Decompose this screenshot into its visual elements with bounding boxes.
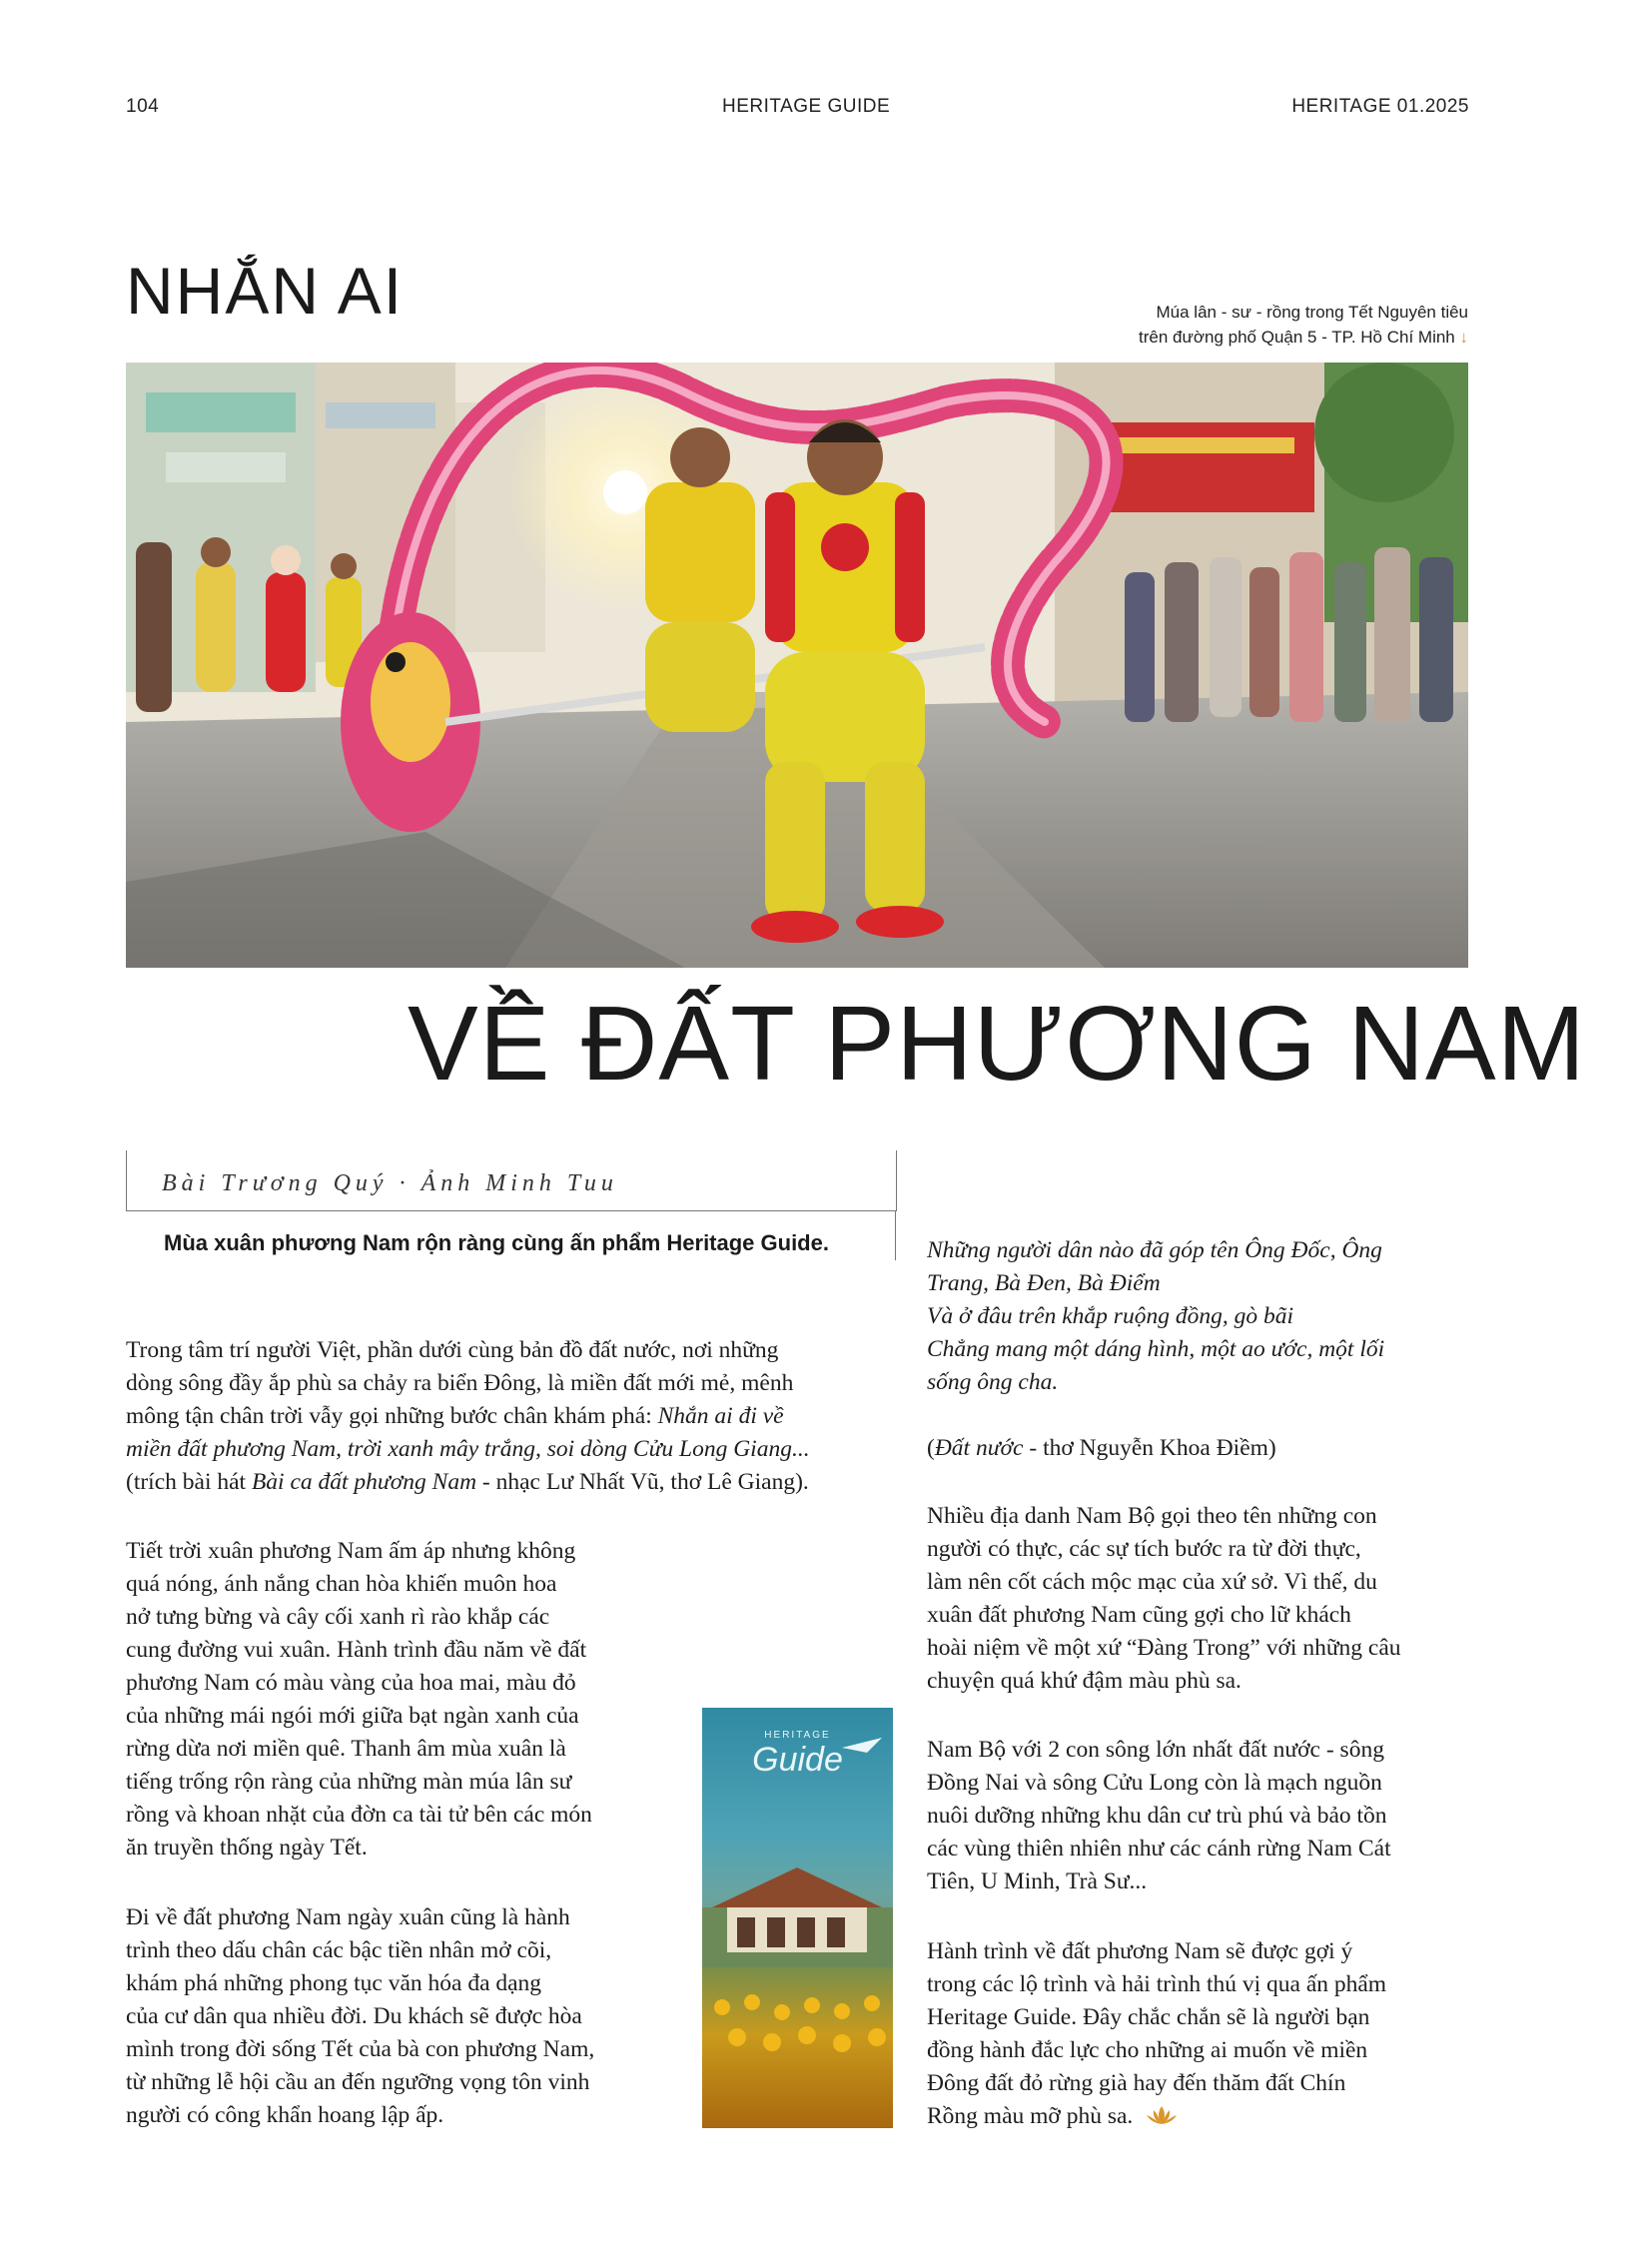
text-line: Nhiều địa danh Nam Bộ gọi theo tên những con xyxy=(927,1503,1377,1529)
text-line: Trong tâm trí người Việt, phần dưới cùng bản đồ đất nước, nơi những xyxy=(126,1337,779,1363)
text-line: của cư dân qua nhiều đời. Du khách sẽ được hòa xyxy=(126,2003,582,2029)
page-number: 104 xyxy=(126,96,160,117)
text-line: Hành trình về đất phương Nam sẽ được gợi ý xyxy=(927,1938,1353,1964)
text-line: người có công khẩn hoang lập ấp. xyxy=(126,2102,444,2128)
cover-illustration xyxy=(702,1708,893,2128)
hero-photo xyxy=(126,363,1468,968)
text-line: xuân đất phương Nam cũng gợi cho lữ khách xyxy=(927,1602,1351,1628)
text-line: cung đường vui xuân. Hành trình đầu năm về đất xyxy=(126,1637,587,1663)
text-line: ăn truyền thống ngày Tết. xyxy=(126,1835,368,1861)
text-line: (trích bài hát Bài ca đất phương Nam - nhạc Lư Nhất Vũ, thơ Lê Giang). xyxy=(126,1469,809,1495)
text-line: miền đất phương Nam, trời xanh mây trắng, soi dòng Cửu Long Giang... xyxy=(126,1436,810,1462)
text-line: mình trong đời sống Tết của bà con phương Nam, xyxy=(126,2036,595,2062)
text-line: Đi về đất phương Nam ngày xuân cũng là hành xyxy=(126,1904,570,1930)
poem-line: Những người dân nào đã góp tên Ông Đốc, Ông xyxy=(927,1237,1382,1263)
text-line: mông tận chân trời vẫy gọi những bước chân khám phá: Nhắn ai đi về xyxy=(126,1403,784,1429)
text-line: rồng và khoan nhặt của đờn ca tài tử bên các món xyxy=(126,1802,592,1828)
poem-citation: (Đất nước - thơ Nguyễn Khoa Điềm) xyxy=(927,1435,1276,1461)
text-line: khám phá những phong tục văn hóa đa dạng xyxy=(126,1970,542,1996)
heritage-guide-cover xyxy=(702,1708,893,2128)
right-paragraph-3 xyxy=(927,1935,1486,2133)
dragon-dance-illustration xyxy=(126,363,1468,968)
text-line: Tiên, U Minh, Trà Sư... xyxy=(927,1868,1148,1894)
text-line: trong các lộ trình và hải trình thú vị qua ấn phẩm xyxy=(927,1971,1387,1997)
arrow-down-icon: ↓ xyxy=(1459,328,1468,347)
text-line: Nam Bộ với 2 con sông lớn nhất đất nước - sông xyxy=(927,1737,1384,1763)
caption-line2: trên đường phố Quận 5 - TP. Hồ Chí Minh ↓ xyxy=(1139,328,1468,347)
poem-line: sống ông cha. xyxy=(927,1369,1059,1395)
text-line: nở tưng bừng và cây cối xanh rì rào khắp các xyxy=(126,1604,550,1630)
poem-excerpt xyxy=(927,1234,1486,1399)
body-paragraph-3 xyxy=(126,1901,685,2132)
text-line: trình theo dấu chân các bậc tiền nhân mở cõi, xyxy=(126,1937,552,1963)
text-line: Tiết trời xuân phương Nam ấm áp nhưng không xyxy=(126,1538,576,1564)
photo-caption xyxy=(1139,300,1468,350)
cover-brand-big: Guide xyxy=(752,1741,843,1779)
article-title-line2: VỀ ĐẤT PHƯƠNG NAM xyxy=(408,985,1587,1103)
text-line: phương Nam có màu vàng của hoa mai, màu đỏ xyxy=(126,1670,576,1696)
text-line: làm nên cốt cách mộc mạc của xứ sở. Vì thế, du xyxy=(927,1569,1377,1595)
text-line: nuôi dưỡng những khu dân cư trù phú và bảo tồn xyxy=(927,1803,1387,1829)
poem-line: Và ở đâu trên khắp ruộng đồng, gò bãi xyxy=(927,1303,1293,1329)
lead-sentence: Mùa xuân phương Nam rộn ràng cùng ấn phẩm Heritage Guide. xyxy=(164,1230,829,1255)
byline: Bài Trương Quý · Ảnh Minh Tuu xyxy=(162,1170,618,1196)
text-line: của những mái ngói mới giữa bạt ngàn xanh của xyxy=(126,1703,579,1729)
poem-line: Trang, Bà Đen, Bà Điểm xyxy=(927,1270,1161,1296)
text-line: Heritage Guide. Đây chắc chắn sẽ là người bạn xyxy=(927,2004,1370,2030)
issue-label: HERITAGE 01.2025 xyxy=(1291,96,1469,117)
body-paragraph-2 xyxy=(126,1535,685,1865)
text-line: các vùng thiên nhiên như các cánh rừng Nam Cát xyxy=(927,1836,1391,1862)
column-divider xyxy=(895,1210,896,1260)
text-line: quá nóng, ánh nắng chan hòa khiến muôn hoa xyxy=(126,1571,557,1597)
cover-brand-small: HERITAGE xyxy=(764,1730,831,1741)
caption-line1: Múa lân - sư - rồng trong Tết Nguyên tiêu xyxy=(1156,303,1468,322)
right-paragraph-1 xyxy=(927,1500,1486,1698)
text-line: Đồng Nai và sông Cửu Long còn là mạch nguồn xyxy=(927,1770,1382,1796)
poem-line: Chẳng mang một dáng hình, một ao ước, một lối xyxy=(927,1336,1385,1362)
text-line: từ những lễ hội cầu an đến ngưỡng vọng tôn vinh xyxy=(126,2069,590,2095)
text-line: chuyện quá khứ đậm màu phù sa. xyxy=(927,1668,1241,1694)
text-line: người có thực, các sự tích bước ra từ đời thực, xyxy=(927,1536,1361,1562)
text-line: Đông đất đỏ rừng già hay đến thăm đất Chín xyxy=(927,2070,1346,2096)
section-title: HERITAGE GUIDE xyxy=(722,96,891,117)
text-line: Rồng màu mỡ phù sa. xyxy=(927,2100,1486,2133)
right-paragraph-2 xyxy=(927,1734,1486,1898)
text-line: rừng dừa nơi miền quê. Thanh âm mùa xuân là xyxy=(126,1736,566,1762)
text-line: dòng sông đầy ắp phù sa chảy ra biển Đông, là miền đất mới mẻ, mênh xyxy=(126,1370,794,1396)
intro-paragraph xyxy=(126,1334,915,1499)
text-line: đồng hành đắc lực cho những ai muốn về miền xyxy=(927,2037,1368,2063)
text-line: hoài niệm về một xứ “Đàng Trong” với những câu xyxy=(927,1635,1401,1661)
lotus-icon xyxy=(1145,2104,1179,2126)
text-line: tiếng trống rộn ràng của những màn múa lân sư xyxy=(126,1769,572,1795)
article-title-line1: NHẮN AI xyxy=(126,254,405,328)
